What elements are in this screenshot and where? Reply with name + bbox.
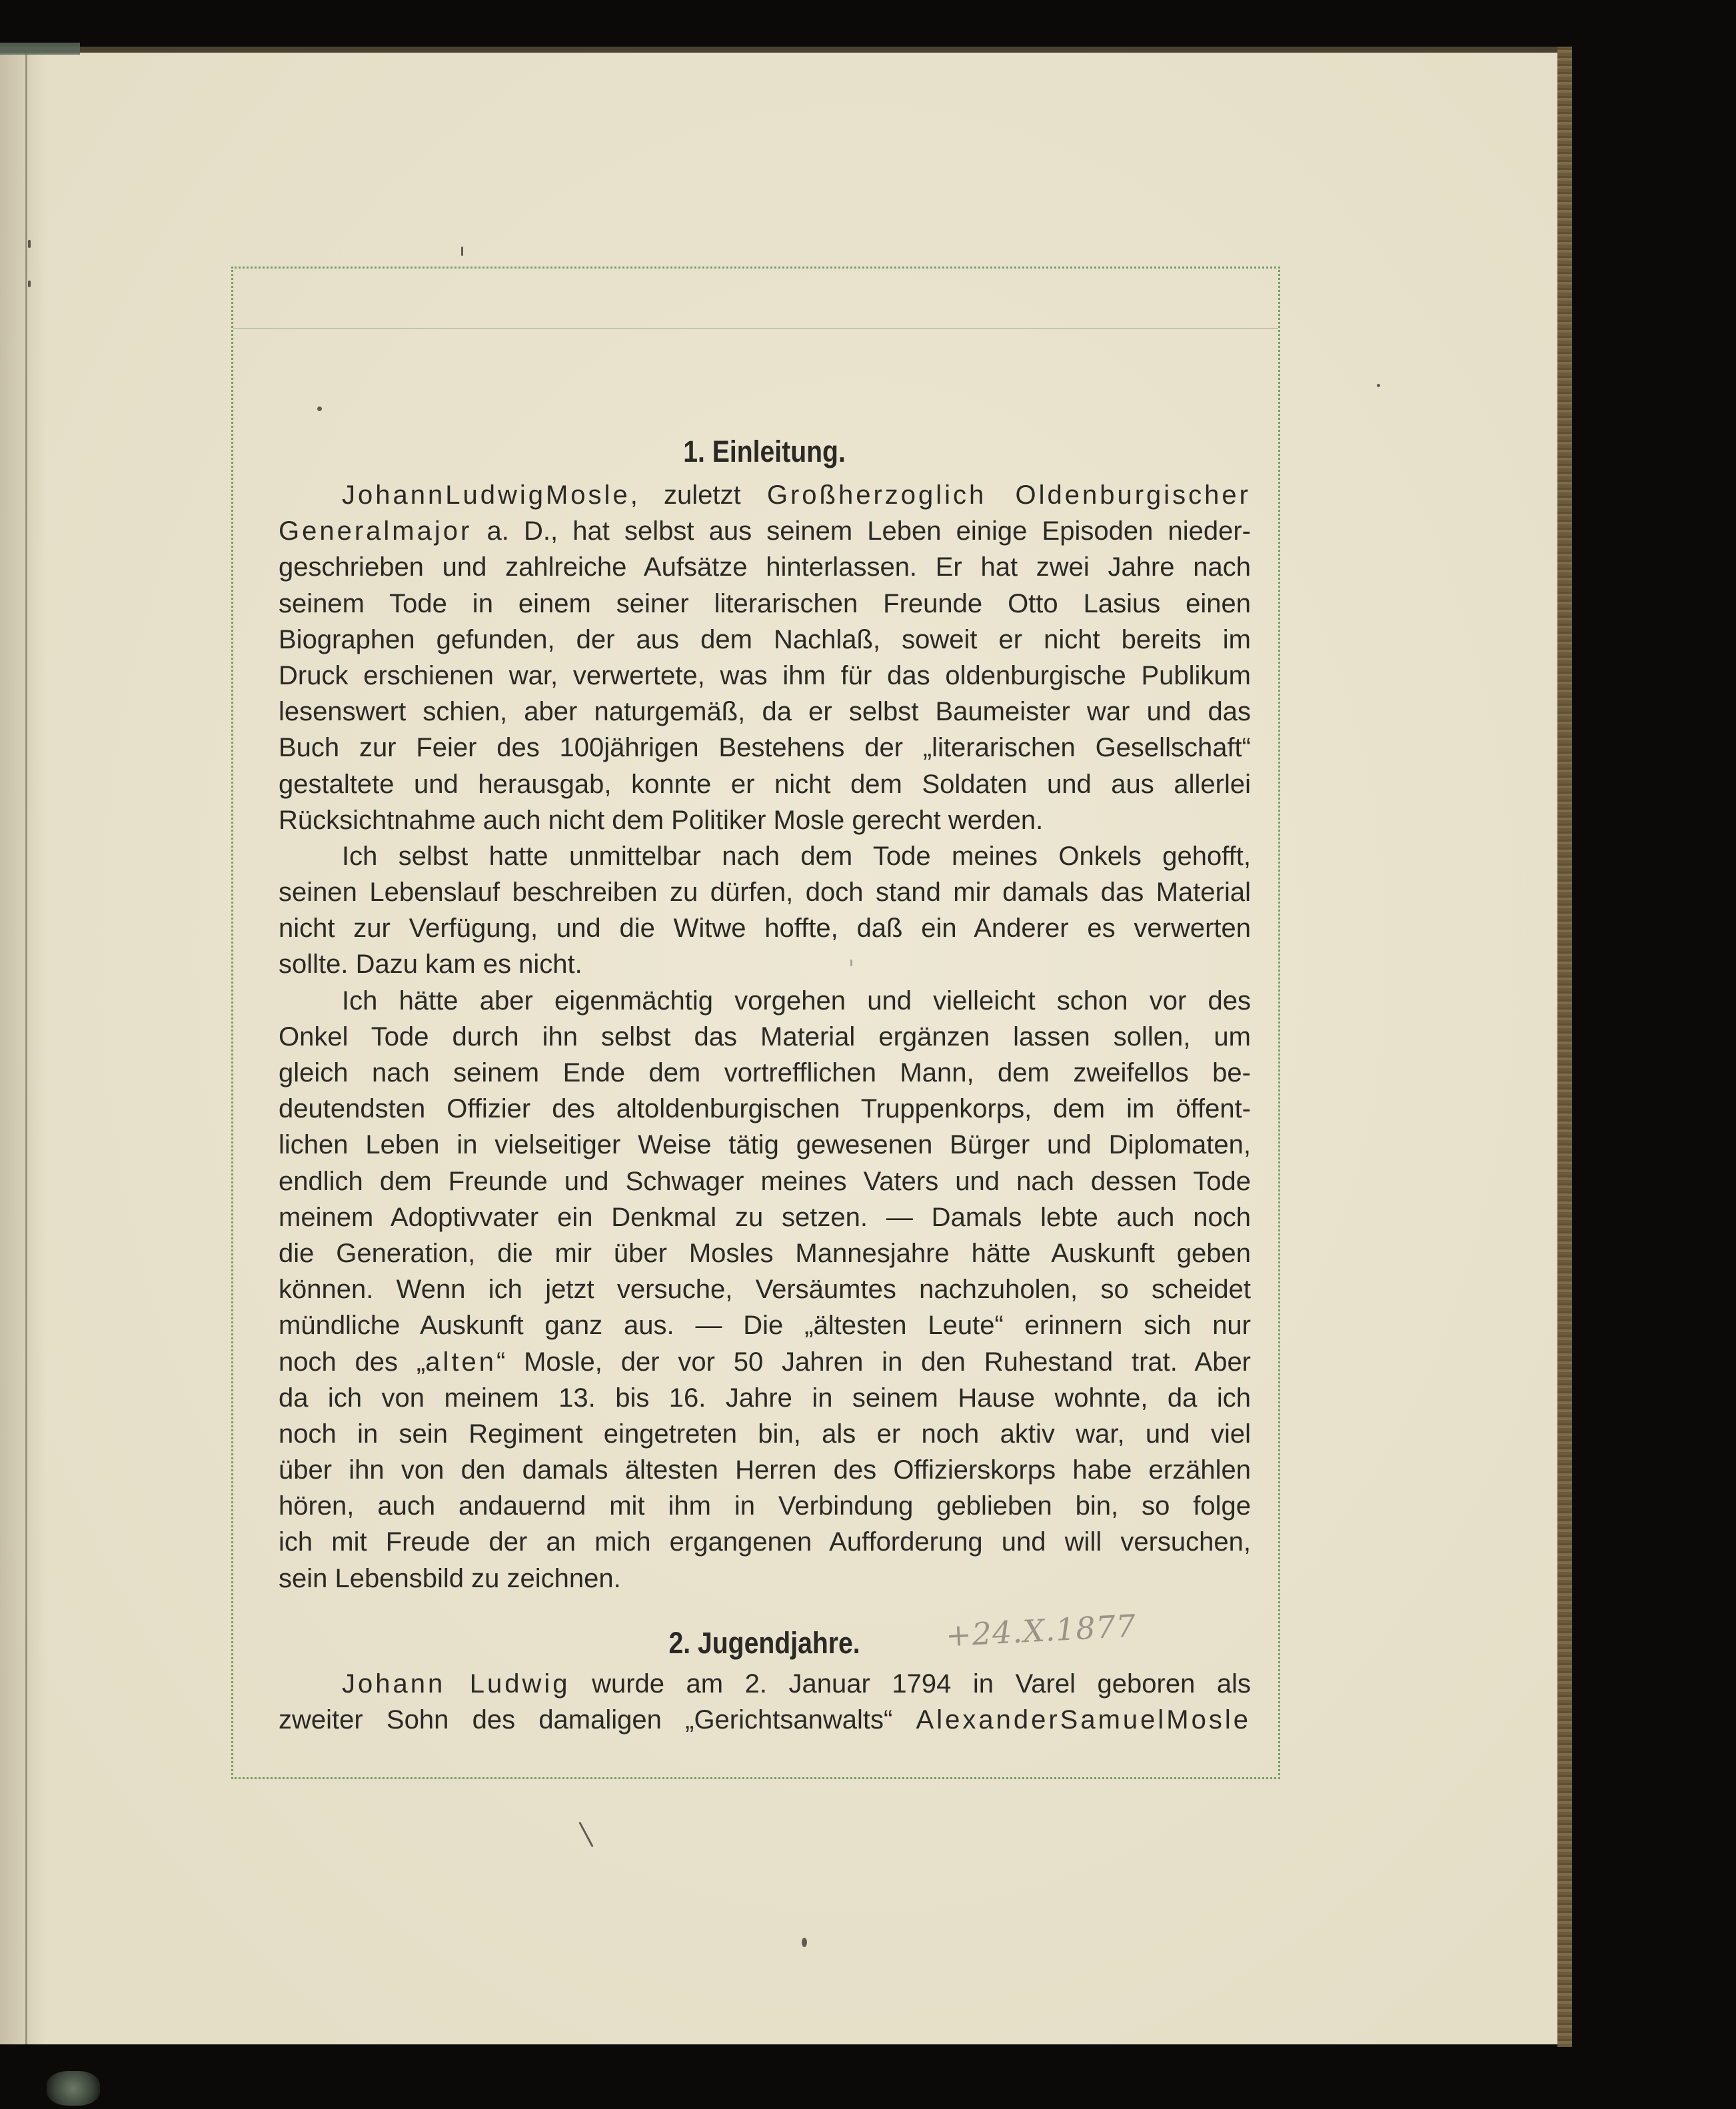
text-line: Onkel Tode durch ihn selbst das Material ergänzen lassen sollen, um bbox=[279, 1022, 1251, 1052]
paper-speck bbox=[317, 406, 322, 411]
cloth-patch-bottom bbox=[47, 2071, 100, 2106]
text-line: Buch zur Feier des 100jährigen Bestehens der „literarischen Gesellschaft“ bbox=[279, 733, 1251, 763]
text-line: mündliche Auskunft ganz aus. — Die „ältesten Leute“ erinnern sich nur bbox=[279, 1311, 1251, 1341]
text-line: Rücksichtnahme auch nicht dem Politiker Mosle gerecht werden. bbox=[279, 805, 1044, 835]
pencil-annotation: +24.X.1877 bbox=[944, 1607, 1138, 1654]
spaced-name: Großherzoglich Oldenburgischer bbox=[766, 480, 1251, 510]
spaced-name: JohannLudwigMosle bbox=[342, 480, 630, 510]
frame-ghost-line bbox=[233, 328, 1278, 329]
text-segment: “ Mosle, der vor 50 Jahren in den Ruhestand trat. Aber bbox=[496, 1347, 1251, 1377]
text-line: sollte. Dazu kam es nicht. bbox=[279, 950, 582, 980]
text-line bbox=[279, 1344, 1251, 1380]
text-line: da ich von meinem 13. bis 16. Jahre in seinem Hause wohnte, da ich bbox=[279, 1383, 1251, 1413]
text-segment: noch des „ bbox=[279, 1347, 426, 1377]
text-line: geschrieben und zahlreiche Aufsätze hinterlassen. Er hat zwei Jahre nach bbox=[279, 552, 1251, 582]
text-line: gestaltete und herausgab, konnte er nicht dem Soldaten und aus allerlei bbox=[279, 769, 1251, 799]
gutter-line bbox=[25, 52, 27, 2044]
text-segment: , zuletzt bbox=[630, 480, 767, 510]
text-line: nicht zur Verfügung, und die Witwe hoffte, daß ein Anderer es verwerten bbox=[279, 914, 1251, 944]
text-line: seinem Tode in einem seiner literarischen Freunde Otto Lasius einen bbox=[279, 588, 1251, 618]
text-line: Druck erschienen war, verwertete, was ihm für das oldenburgische Publikum bbox=[279, 660, 1251, 690]
text-segment: wurde am 2. Januar 1794 in Varel geboren als bbox=[570, 1669, 1251, 1699]
paper-speck bbox=[461, 247, 463, 256]
text-line: lesenswert schien, aber naturgemäß, da er selbst Baumeister war und das bbox=[279, 697, 1251, 727]
text-line: lichen Leben in vielseitiger Weise tätig gewesenen Bürger und Diplomaten, bbox=[279, 1130, 1251, 1160]
text-line bbox=[279, 513, 1251, 549]
spine-cloth-patch bbox=[0, 43, 80, 55]
spaced-word: alten bbox=[425, 1347, 496, 1377]
cover-edge-right bbox=[1557, 47, 1572, 2047]
text-segment: zweiter Sohn des damaligen „Gerichtsanwalts“ bbox=[279, 1705, 916, 1735]
cover-edge-top bbox=[0, 47, 1572, 53]
section-heading bbox=[279, 434, 1251, 470]
text-line: Biographen gefunden, der aus dem Nachlaß, soweit er nicht bereits im bbox=[279, 624, 1251, 654]
paper-speck bbox=[802, 1938, 807, 1947]
text-line: ich mit Freude der an mich ergangenen Aufforderung und will versuchen, bbox=[279, 1527, 1251, 1557]
text-line: sein Lebensbild zu zeichnen. bbox=[279, 1563, 621, 1593]
text-line: seinen Lebenslauf beschreiben zu dürfen, doch stand mir damals das Material bbox=[279, 878, 1251, 908]
paper-speck bbox=[28, 281, 31, 287]
spaced-name: AlexanderSamuelMosle bbox=[916, 1705, 1251, 1735]
text-line: Ich selbst hatte unmittelbar nach dem Tode meines Onkels gehofft, bbox=[342, 841, 1251, 871]
text-line bbox=[279, 1666, 1251, 1702]
spaced-name: Generalmajor bbox=[279, 516, 472, 546]
paper-speck bbox=[1377, 384, 1380, 387]
text-line: noch in sein Regiment eingetreten bin, als er noch aktiv war, und viel bbox=[279, 1419, 1251, 1449]
text-line: über ihn von den damals ältesten Herren des Offizierskorps habe erzählen bbox=[279, 1455, 1251, 1485]
text-line: gleich nach seinem Ende dem vortrefflichen Mann, dem zweifellos be- bbox=[279, 1058, 1251, 1087]
page-gutter-shadow bbox=[0, 52, 47, 2044]
spaced-name: Johann Ludwig bbox=[342, 1669, 570, 1699]
text-line: hören, auch andauernd mit ihm in Verbindung geblieben bin, so folge bbox=[279, 1491, 1251, 1521]
section-2-body bbox=[279, 1666, 1251, 1738]
text-line: Ich hätte aber eigenmächtig vorgehen und vielleicht schon vor des bbox=[342, 986, 1251, 1016]
section-heading-text: 1. Einleitung. bbox=[683, 434, 846, 468]
text-segment: a. D., hat selbst aus seinem Leben einige Episoden nieder- bbox=[472, 516, 1251, 546]
text-line bbox=[279, 1702, 1251, 1738]
text-line: meinem Adoptivvater ein Denkmal zu setzen. — Damals lebte auch noch bbox=[279, 1202, 1251, 1232]
text-line: endlich dem Freunde und Schwager meines Vaters und nach dessen Tode bbox=[279, 1166, 1251, 1196]
paper-speck bbox=[28, 240, 31, 248]
text-line: die Generation, die mir über Mosles Mannesjahre hätte Auskunft geben bbox=[279, 1238, 1251, 1268]
text-line bbox=[279, 477, 1251, 513]
text-line: deutendsten Offizier des altoldenburgischen Truppenkorps, dem im öffent- bbox=[279, 1094, 1251, 1124]
section-heading-text: 2. Jugendjahre. bbox=[668, 1626, 861, 1660]
section-1-body bbox=[279, 477, 1251, 1597]
text-line: können. Wenn ich jetzt versuche, Versäumtes nachzuholen, so scheidet bbox=[279, 1275, 1251, 1305]
